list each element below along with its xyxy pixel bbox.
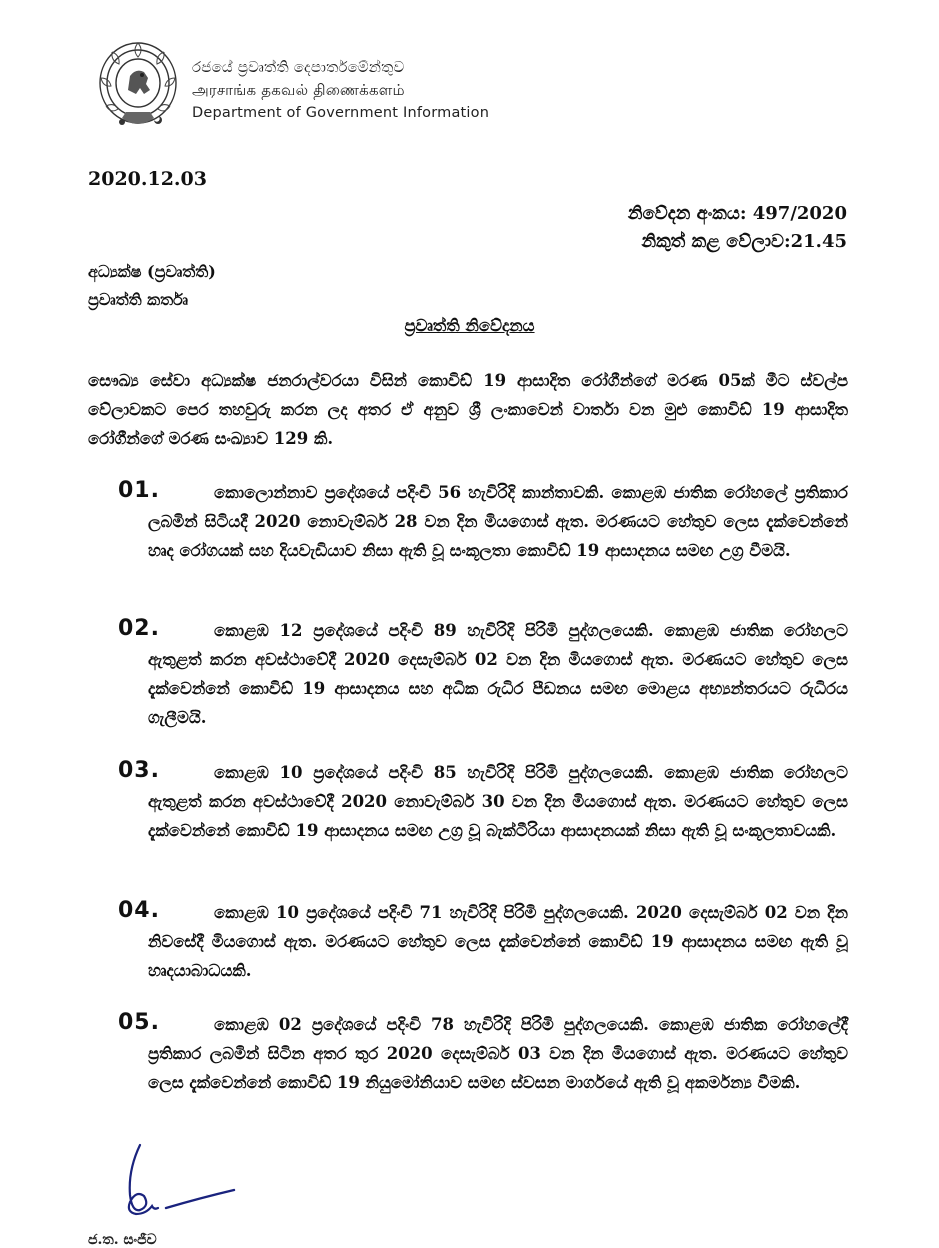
release-number: නිවේදන අංකය: 497/2020 (627, 203, 847, 224)
list-item (118, 1010, 848, 1097)
letterhead-text (192, 56, 489, 125)
item-number: 05. (118, 1010, 160, 1035)
department-name-tamil: அரசாங்க தகவல் திணைக்களம் (192, 81, 405, 99)
list-item (118, 758, 848, 845)
item-text: කොළඹ 10 ප්‍රදේශයේ පදිංචි 71 හැවිරිදි පිරිමි පුද්ගලයෙකි. 2020 දෙසැම්බර් 02 වන දින නිවසේදී මියගොස් ඇත. මරණයට හේතුව ලෙස දැක්වෙන්නේ කොවිඩ් 19 ආසාදනය සමඟ ඇති වූ හෘදයාබාධයකි. (148, 903, 848, 980)
list-item (118, 616, 848, 732)
item-text: කොළඹ 12 ප්‍රදේශයේ පදිංචි 89 හැවිරිදි පිරිමි පුද්ගලයෙකි. කොළඹ ජාතික රෝහලට ඇතුළත් කරන අවස්ථාවේදී 2020 දෙසැම්බර් 02 වන දින මියගොස් ඇත. මරණයට හේතුව ලෙස දැක්වෙන්නේ කොවිඩ් 19 ආසාදනය සහ අධික රුධිර පීඩනය සමඟ මොළය අභ්‍යන්තරයට රුධිරය ගැලීමයි. (148, 621, 848, 727)
recipient-line: ප්‍රවෘත්ති කර්තෘ (88, 290, 189, 309)
item-text: කොළඹ 02 ප්‍රදේශයේ පදිංචි 78 හැවිරිදි පිරිමි පුද්ගලයෙකි. කොළඹ ජාතික රෝහලේදී ප්‍රතිකාර ලබමින් සිටින අතර තුර 2020 දෙසැම්බර් 03 වන දින මියගොස් ඇත. මරණයට හේතුව ලෙස දැක්වෙන්නේ කොවිඩ් 19 නියුමෝනියාව සමඟ ස්වසන මාර්ගයේ ඇති වූ අකර්මන්‍ය වීමකි. (148, 1015, 848, 1092)
item-number: 01. (118, 478, 160, 503)
item-number: 04. (118, 898, 160, 923)
list-item (118, 478, 848, 565)
release-date: 2020.12.03 (88, 168, 207, 190)
item-text: කොළඹ 10 ප්‍රදේශයේ පදිංචි 85 හැවිරිදි පිරිමි පුද්ගලයෙකි. කොළඹ ජාතික රෝහලට ඇතුළත් කරන අවස්ථාවේදී 2020 නොවැම්බර් 30 වන දින මියගොස් ඇත. මරණයට හේතුව ලෙස දැක්වෙන්නේ කොවිඩ් 19 ආසාදනය සමඟ උග්‍ර වූ බැක්ටීරියා ආසාදනයක් නිසා ඇති වූ සංකූලතාවයකි. (148, 763, 848, 840)
department-name-sinhala: රජයේ ප්‍රවෘත්ති දෙපාර්තමේන්තුව (192, 58, 405, 76)
intro-paragraph: සෞඛ්‍ය සේවා අධ්‍යක්ෂ ජනරාල්වරයා විසින් කොවිඩ් 19 ආසාදිත රෝගීන්ගේ මරණ 05ක් මීට ස්වල්ප වේලාවකට පෙර තහවුරු කරන ලද අතර ඒ අනුව ශ්‍රී ලංකාවෙන් වාර්තා වන මුළු කොවිඩ් 19 ආසාදිත රෝගීන්ගේ මරණ සංඛ්‍යාව 129 කි. (88, 371, 848, 448)
document-heading: ප්‍රවෘත්ති නිවේදනය (404, 316, 535, 335)
recipients (88, 258, 216, 314)
reference-block (628, 200, 847, 256)
release-time: නිකුත් කළ වේලාව:21.45 (641, 231, 847, 252)
national-emblem-icon (92, 38, 184, 132)
signatory-name: ජ.ත. සංජීව (88, 1232, 157, 1248)
signature-icon (100, 1140, 260, 1240)
item-number: 02. (118, 616, 160, 641)
item-text: කොලොන්නාව ප්‍රදේශයේ පදිංචි 56 හැවිරිදි කාන්තාවකි. කොළඹ ජාතික රෝහලේ ප්‍රතිකාර ලබමින් සිටියදී 2020 නොවැම්බර් 28 වන දින මියගොස් ඇත. මරණයට හේතුව ලෙස දැක්වෙන්නේ හෘද රෝගයක් සහ දියවැඩියාව නිසා ඇති වූ සංකූලතා කොවිඩ් 19 ආසාදනය සමඟ උග්‍ර වීමයි. (148, 483, 848, 560)
item-number: 03. (118, 758, 160, 783)
department-name-english: Department of Government Information (192, 105, 490, 121)
letterhead (92, 38, 512, 138)
list-item (118, 898, 848, 985)
recipient-line: අධ්‍යක්ෂ (ප්‍රවෘත්ති) (88, 262, 216, 281)
